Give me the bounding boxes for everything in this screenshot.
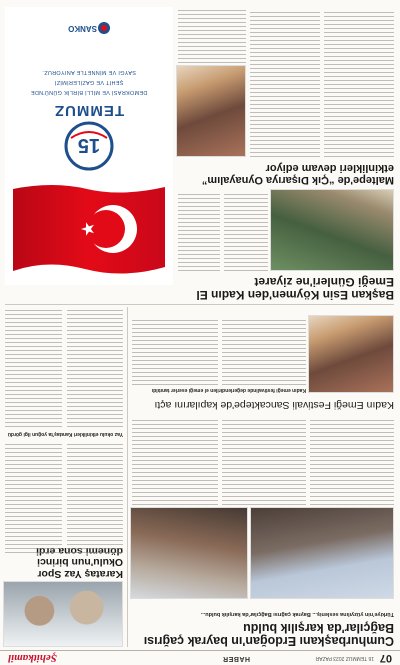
photo-maltepe-kids	[176, 65, 246, 157]
subhead-karatas: Yaz okulu etkinlikleri Karataş'ta yoğun ilgi gördü	[7, 431, 123, 437]
body-erdogan-col3	[132, 417, 218, 505]
body-festival-col1	[222, 317, 306, 385]
body-festival-col2	[132, 317, 218, 385]
body-maltepe-col1	[324, 9, 394, 157]
turkish-flag-icon	[5, 175, 173, 285]
headline-baskan: Başkan Esin Köymen'den Kadın El Emeği Günleri'ne ziyaret	[196, 275, 394, 302]
subhead-festival: Kadın emeği festivalinde değerlendirilen el emeği eserler tanıtıldı	[151, 387, 306, 393]
photo-festival	[308, 315, 394, 393]
body-erdogan-col2	[222, 417, 306, 505]
photo-flag-crowd	[250, 507, 394, 599]
15-temmuz-logo-icon	[63, 120, 115, 172]
section-label: HABER	[222, 655, 250, 662]
advert-line2: ŞEHİT VE GAZİLERİMİZİ	[54, 79, 124, 85]
body-karatas-col4	[5, 307, 62, 427]
column-rule	[127, 307, 128, 647]
body-baskan-col2	[178, 191, 220, 271]
deck-erdogan: Türkiye'nin yüzyılına sesleniş... Bayrak çağrısı Bağçılar'da karşılık buldu...	[200, 611, 394, 617]
photo-sports-school	[3, 581, 123, 647]
body-karatas-col2	[5, 441, 62, 553]
horizontal-rule	[5, 304, 394, 305]
advert-line3: SAYGI VE MİNNETLE ANIYORUZ.	[42, 69, 136, 75]
body-erdogan-col1	[310, 417, 394, 505]
page-number: 07	[379, 652, 392, 664]
headline-karatas: Karataş Yaz Spor Okulu'nun birinci dönemi sona erdi	[36, 545, 123, 580]
body-baskan-col1	[224, 191, 268, 271]
advert-company: SANKO	[68, 24, 97, 33]
advert-15-temmuz	[5, 7, 173, 285]
photo-baskan-visit	[270, 189, 394, 271]
headline-maltepe: Maltepe'de “Çık Dışarıya Oynayalım” etkinlikleri devam ediyor	[201, 162, 394, 186]
page-header	[0, 650, 400, 665]
body-karatas-col1	[67, 441, 123, 553]
headline-erdogan: Cumhurbaşkanı Erdoğan'ın bayrak çağrısı Bağçılar'da karşılık buldu	[143, 621, 394, 648]
headline-festival: Kadın Emeği Festivali Sancaktepe'de kapılarını açtı	[154, 399, 394, 411]
body-maltepe-col2	[250, 9, 320, 157]
photo-flag-ceremony	[130, 507, 248, 599]
newspaper-logo: Şehitkamil	[8, 652, 57, 664]
advert-month: TEMMUZ	[53, 102, 125, 119]
body-maltepe-col3	[178, 9, 246, 63]
advert-line1: DEMOKRASİ VE MİLLİ BİRLİK GÜNÜ'NDE	[30, 89, 148, 95]
body-karatas-col3	[67, 307, 123, 427]
logo-number: 15	[77, 134, 101, 156]
issue-date: 16 TEMMUZ 2023 PAZAR	[315, 655, 374, 661]
